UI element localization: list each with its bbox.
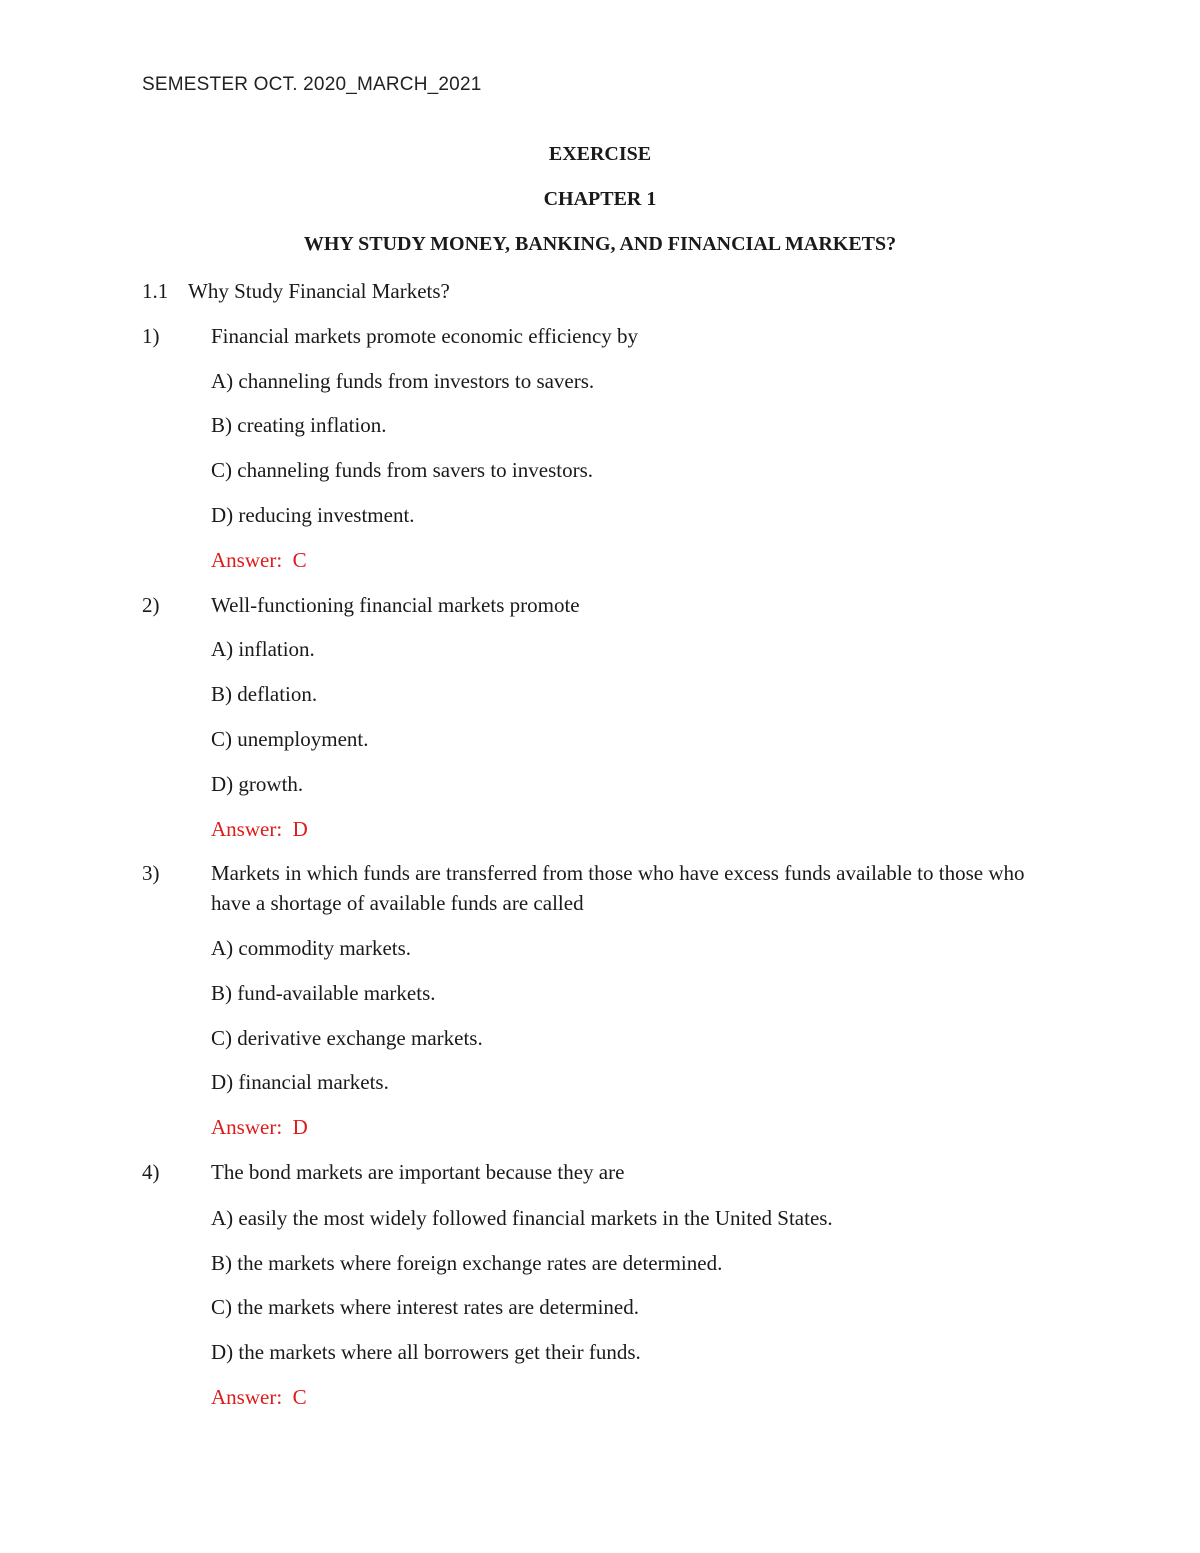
option-b: B) creating inflation. (211, 413, 387, 437)
option-b: B) deflation. (211, 682, 318, 706)
option-d: D) financial markets. (211, 1070, 389, 1094)
section-title: Why Study Financial Markets? (188, 279, 450, 303)
option-c: C) derivative exchange markets. (211, 1026, 483, 1050)
option-a: A) inflation. (211, 637, 315, 661)
question-number: 1) (142, 324, 160, 348)
option-b: B) the markets where foreign exchange rates are determined. (211, 1251, 723, 1275)
option-a: A) commodity markets. (211, 936, 412, 960)
option-c: C) the markets where interest rates are determined. (211, 1295, 639, 1319)
answer-label: Answer: C (211, 1385, 307, 1409)
question-text: The bond markets are important because they are (211, 1160, 625, 1184)
exercise-title: EXERCISE (548, 143, 652, 165)
question-text: Financial markets promote economic efficiency by (211, 324, 639, 348)
option-d: D) reducing investment. (211, 503, 415, 527)
option-a: A) channeling funds from investors to savers. (211, 369, 595, 393)
answer-label: Answer: C (211, 548, 307, 572)
chapter-title: CHAPTER 1 (543, 188, 657, 210)
question-number: 4) (142, 1160, 160, 1184)
question-number: 2) (142, 593, 160, 617)
page-header: SEMESTER OCT. 2020_MARCH_2021 (142, 74, 482, 95)
option-b: B) fund-available markets. (211, 981, 436, 1005)
question-text: Well-functioning financial markets promote (211, 593, 580, 617)
answer-label: Answer: D (211, 1115, 308, 1139)
option-d: D) growth. (211, 772, 304, 796)
answer-label: Answer: D (211, 817, 308, 841)
section-number: 1.1 (142, 279, 169, 303)
option-d: D) the markets where all borrowers get their funds. (211, 1340, 641, 1364)
option-c: C) channeling funds from savers to investors. (211, 458, 594, 482)
question-number: 3) (142, 861, 160, 885)
section-heading (142, 276, 450, 306)
option-c: C) unemployment. (211, 727, 369, 751)
question-text: Markets in which funds are transferred from those who have excess funds available to those who have a shortage of available funds are called (211, 861, 1025, 915)
option-a: A) easily the most widely followed financial markets in the United States. (211, 1206, 833, 1230)
chapter-subtitle: WHY STUDY MONEY, BANKING, AND FINANCIAL MARKETS? (303, 233, 897, 255)
